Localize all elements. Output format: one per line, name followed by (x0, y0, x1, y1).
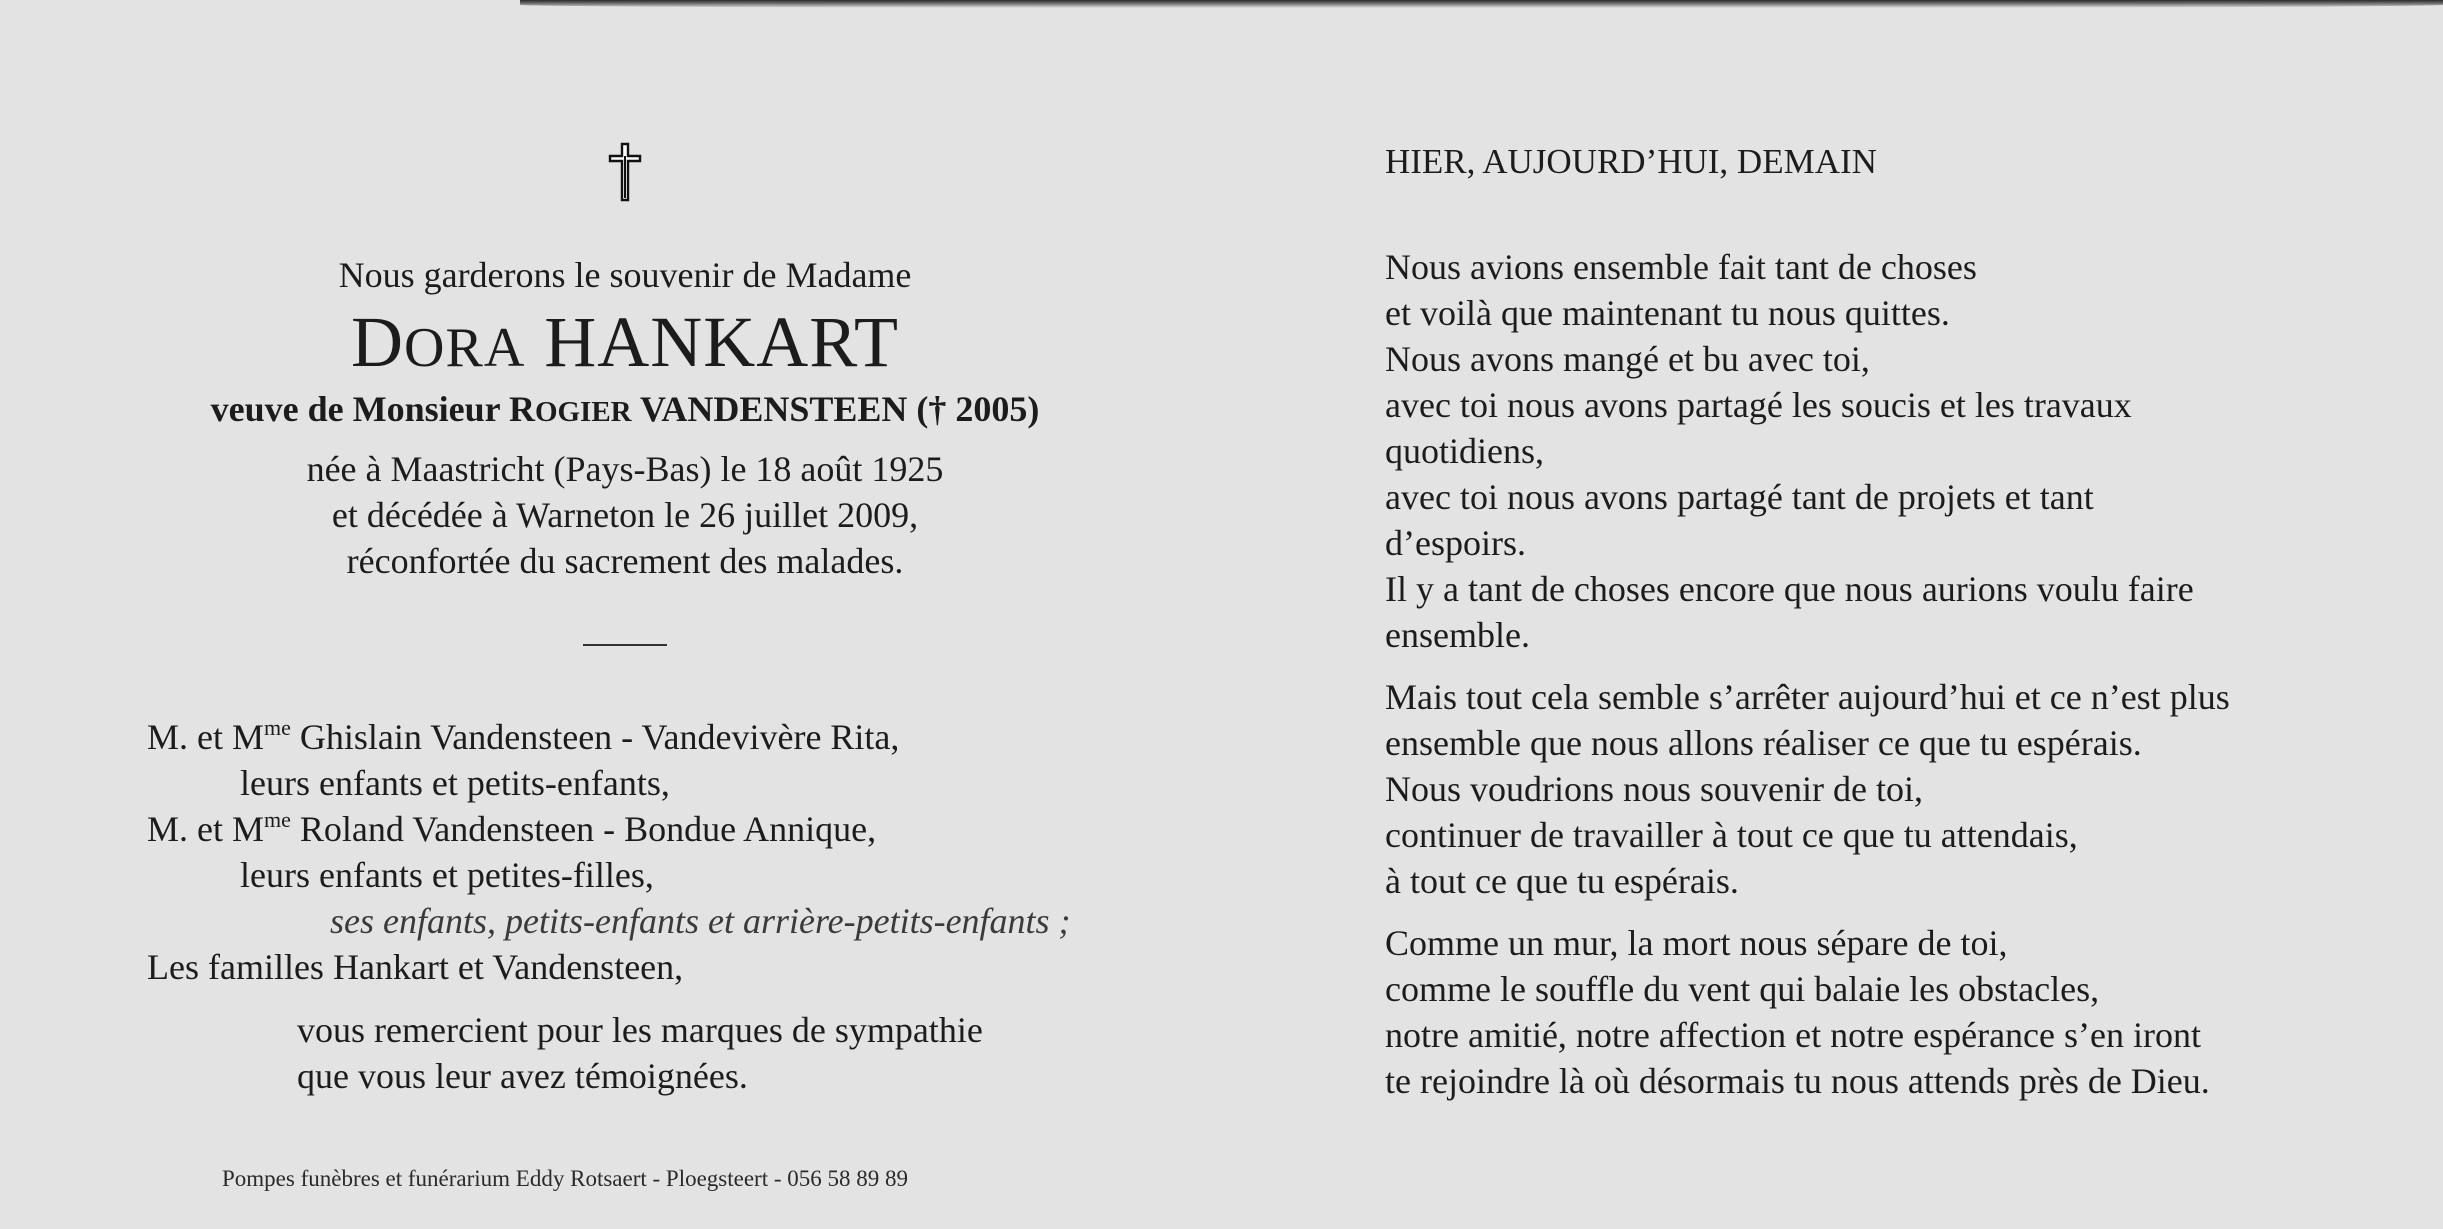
family-line-2-sup: me (264, 807, 291, 832)
family-line-2 (147, 806, 876, 852)
poem-line: Il y a tant de choses encore que nous aurions voulu faire (1385, 569, 2194, 609)
poem-line: te rejoindre là où désormais tu nous attends près de Dieu. (1385, 1061, 2210, 1101)
family-line-1-rest: Ghislain Vandensteen - Vandevivère Rita, (290, 717, 900, 757)
widow-prefix: veuve de Monsieur (210, 389, 500, 429)
poem-line: continuer de travailler à tout ce que tu attendais, (1385, 815, 2078, 855)
poem-line: Mais tout cela semble s’arrêter aujourd’hui et ce n’est plus (1385, 677, 2230, 717)
poem-line: ensemble. (1385, 615, 1530, 655)
poem-line: avec toi nous avons partagé tant de projets et tant (1385, 477, 2094, 517)
widow-first-rest: OGIER (534, 396, 632, 428)
poem-line: Nous avions ensemble fait tant de choses (1385, 247, 1977, 287)
family-line-families: Les familles Hankart et Vandensteen, (147, 947, 684, 987)
poem-panel (1385, 0, 2443, 1229)
widow-death-year: († 2005) (916, 389, 1040, 429)
last-name: HANKART (544, 302, 899, 382)
poem-line: comme le souffle du vent qui balaie les obstacles, (1385, 969, 2100, 1009)
family-line-1-sup: me (264, 715, 291, 740)
poem-title: HIER, AUJOURD’HUI, DEMAIN (1385, 142, 1877, 181)
family-line-1 (147, 714, 899, 760)
sacrament-line: réconfortée du sacrement des malades. (346, 541, 904, 581)
poem-line: quotidiens, (1385, 431, 1544, 471)
widow-first-initial: R (508, 389, 535, 429)
poem-line: avec toi nous avons partagé les soucis et les travaux (1385, 385, 2132, 425)
birth-line: née à Maastricht (Pays-Bas) le 18 août 1925 (306, 449, 944, 489)
first-name-initial: D (351, 302, 405, 382)
poem-line: Nous avons mangé et bu avec toi, (1385, 339, 1870, 379)
poem-line: notre amitié, notre affection et notre espérance s’en iront (1385, 1015, 2201, 1055)
poem-line: à tout ce que tu espérais. (1385, 861, 1739, 901)
deceased-name (0, 302, 1250, 388)
family-line-2-prefix: M. et M (147, 809, 264, 849)
first-name-rest: ORA (404, 317, 526, 379)
divider-rule (583, 644, 667, 646)
thanks-line-1: vous remercient pour les marques de sympathie (297, 1010, 983, 1050)
death-line: et décédée à Warneton le 26 juillet 2009, (331, 495, 919, 535)
widow-line (0, 386, 1250, 435)
funeral-home-footer: Pompes funèbres et funérarium Eddy Rotsaert - Ploegsteert - 056 58 89 89 (222, 1166, 909, 1191)
poem-line: Comme un mur, la mort nous sépare de toi, (1385, 923, 2008, 963)
intro-text: Nous garderons le souvenir de Madame (338, 255, 912, 295)
poem-line: d’espoirs. (1385, 523, 1526, 563)
family-line-1-children: leurs enfants et petits-enfants, (240, 763, 670, 803)
widow-last-name: VANDENSTEEN (639, 389, 908, 429)
family-line-1-prefix: M. et M (147, 717, 264, 757)
thanks-line-2: que vous leur avez témoignées. (297, 1056, 748, 1096)
family-line-descendants: ses enfants, petits-enfants et arrière-petits-enfants ; (330, 901, 1071, 941)
poem-line: ensemble que nous allons réaliser ce que tu espérais. (1385, 723, 2142, 763)
family-line-2-rest: Roland Vandensteen - Bondue Annique, (290, 809, 877, 849)
latin-cross-icon (603, 140, 647, 204)
poem-line: Nous voudrions nous souvenir de toi, (1385, 769, 1923, 809)
family-line-2-children: leurs enfants et petites-filles, (240, 855, 654, 895)
poem-line: et voilà que maintenant tu nous quittes. (1385, 293, 1950, 333)
